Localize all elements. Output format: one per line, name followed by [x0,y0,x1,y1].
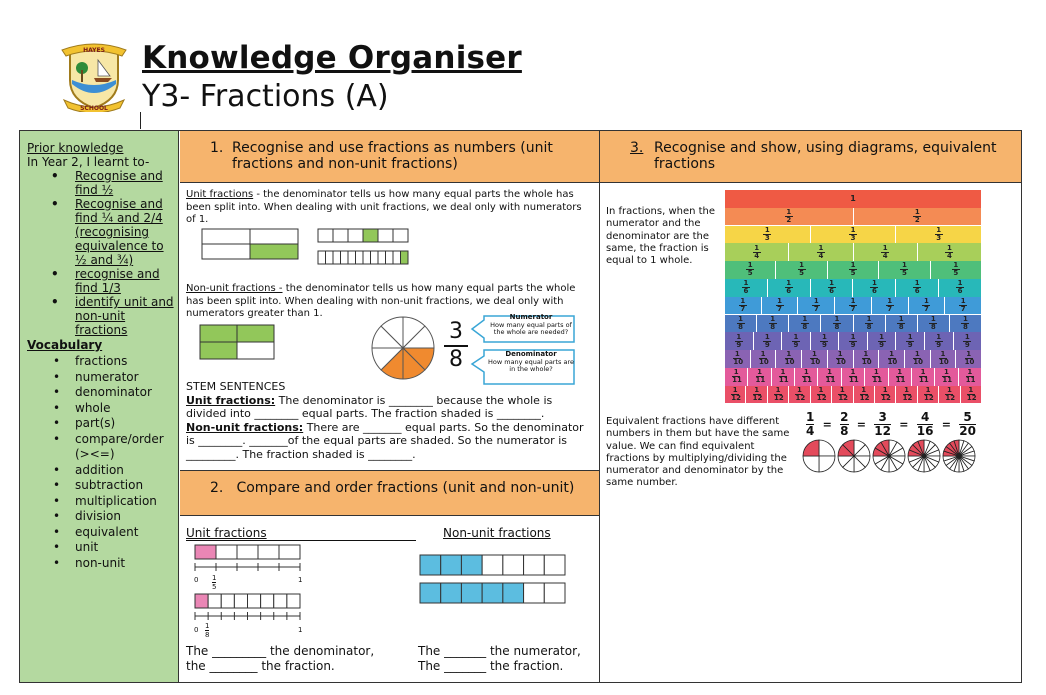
list-item: • fractions [53,354,178,370]
stem-unit: Unit fractions: The denominator is ________ because the whole is divided into ________ equal parts. The fraction shaded is ________. [186,393,553,420]
fraction-wall-cell: 1 8 [950,315,981,333]
fraction-wall-cell: 1 8 [725,315,757,333]
fraction-wall-cell: 1 9 [754,332,783,350]
page-subtitle: Y3- Fractions (A) [142,79,389,114]
list-item: • recognise and find 1/3 [53,267,178,295]
pie-slice [819,440,835,456]
equivalent-pies [802,438,978,474]
unit-stem-sentence: The _________ the denominator, the ________ the fraction. [186,644,375,673]
numerator-callout: Numerator How many equal parts of the whole are needed? [490,313,572,336]
bar-segment [195,545,216,559]
list-item: • multiplication [53,494,178,510]
list-item: • identify unit and non-unit fractions [53,295,178,337]
stem-heading: STEM SENTENCES [186,380,286,393]
fraction-wall-cell: 1 5 [828,261,879,279]
fraction-wall-cell: 1 4 [918,243,981,261]
equivalent-fractions-row [806,411,976,438]
text-cursor [140,112,141,129]
fraction-wall-cell: 1 10 [751,350,777,368]
equivalent-fraction: $\frac{2}{8}$ [840,410,849,438]
fraction-wall-cell: 1 7 [945,297,981,315]
pie-slice [803,456,819,472]
list-item: • denominator [53,385,178,401]
fraction-wall-row [725,279,981,297]
fraction-wall-cell: 1 11 [842,368,865,386]
fraction-wall-cell: 1 8 [886,315,918,333]
bar-segment [420,555,441,575]
bar-segment [348,251,356,264]
fraction-wall-cell: 1 12 [854,386,875,404]
fraction-wall-cell: 1 3 [725,226,811,244]
logo-text-top: HAYES [83,47,105,54]
fraction-wall-cell: 1 5 [776,261,827,279]
list-item: • whole [53,401,178,417]
bar-segment [378,229,393,242]
pie-three-eighths [370,315,440,381]
fraction-wall-cell: 1 12 [789,386,810,404]
list-item: • subtraction [53,478,178,494]
bar-segment [503,555,524,575]
bar-segment [482,555,503,575]
bar-segment [378,251,386,264]
fraction-wall-cell: 1 6 [768,279,811,297]
nl2-zero: 0 [194,626,199,634]
fraction-wall-cell: 1 9 [896,332,925,350]
equivalent-fraction: $\frac{1}{4}$ [806,410,815,438]
bar-segment [208,594,221,608]
fraction-denominator: 8 [444,345,468,373]
nonunit-fraction-diagram [198,323,278,361]
fraction-wall-cell: 1 9 [782,332,811,350]
fraction-wall-cell: 1 11 [772,368,795,386]
denominator-callout: Denominator How many equal parts are in the whole? [488,350,574,373]
section1-header [180,131,599,183]
list-item: • numerator [53,370,178,386]
fraction-wall-cell: 1 8 [918,315,950,333]
fraction-wall-cell: 1 9 [868,332,897,350]
list-item: • Recognise and find ¼ and 2/4 (recognising equivalence to ½ and ¾) [53,197,178,267]
nl1-one: 1 [298,576,303,584]
fraction-wall-cell: 1 7 [798,297,835,315]
bar-segment [524,555,545,575]
fraction-wall-cell: 1 5 [931,261,981,279]
bar-segment [393,251,401,264]
fraction-wall-row [725,261,981,279]
bar-segment [279,545,300,559]
fraction-wall-cell: 1 10 [879,350,905,368]
fraction-wall-cell: 1 [725,190,981,208]
fraction-wall-cell: 1 6 [811,279,854,297]
fraction-wall-cell: 1 9 [925,332,954,350]
bar-segment [356,251,364,264]
vocabulary-list [27,354,178,571]
bar-segment [237,545,258,559]
fraction-wall-cell: 1 7 [835,297,872,315]
fraction-wall-cell: 1 11 [935,368,958,386]
fraction-wall-row [725,243,981,261]
fraction-wall-cell: 1 10 [854,350,880,368]
fraction-wall-cell: 1 7 [909,297,946,315]
fraction-wall-cell: 1 6 [896,279,939,297]
section1-title: Recognise and use fractions as numbers (unit fractions and non-unit fractions) [232,140,553,172]
stem-nonunit: Non-unit fractions: There are _______ equal parts. So the denominator is ________. _______of the equal parts are shaded. So the numerator is _________. The fraction shaded is ________. [186,420,584,461]
fraction-wall-cell: 1 12 [918,386,939,404]
bar-segment [461,583,482,603]
fraction-wall-cell: 1 11 [748,368,771,386]
bar-segment [195,594,208,608]
section3-number: 3. [630,140,644,156]
prior-knowledge-intro: In Year 2, I learnt to- [27,155,150,169]
fraction-wall-cell: 1 11 [912,368,935,386]
fraction-wall-cell: 1 11 [818,368,841,386]
unit-fractions-definition: Unit fractions - the denominator tells us how many equal parts the whole has been split into. When dealing with unit fractions, we deal only with numerators of 1. [186,189,582,225]
fraction-wall-cell: 1 12 [746,386,767,404]
fraction-wall-row [725,190,981,208]
school-logo [60,40,128,112]
fraction-wall-cell: 1 12 [896,386,917,404]
fraction-wall-cell: 1 4 [854,243,918,261]
list-item: • non-unit [53,556,178,572]
fraction-wall-cell: 1 5 [725,261,776,279]
fraction-wall-cell: 1 12 [768,386,789,404]
fraction-wall-cell: 1 12 [725,386,746,404]
fraction-wall-cell: 1 5 [879,261,930,279]
bar-segment [274,594,287,608]
equivalent-fraction: $\frac{4}{16}$ [916,410,934,438]
list-item: • part(s) [53,416,178,432]
equivalent-fraction: $\frac{3}{12}$ [874,410,891,438]
fraction-wall-cell: 1 10 [956,350,981,368]
unit-fractions-heading: Unit fractions [186,526,267,540]
fraction-wall-row [725,332,981,350]
nl2-fraction: 1 8 [205,622,210,639]
list-item: • equivalent [53,525,178,541]
pie-slice [819,456,835,472]
fraction-wall-cell: 1 10 [828,350,854,368]
fraction-wall-cell: 1 6 [725,279,768,297]
fraction-wall-cell: 1 7 [872,297,909,315]
fraction-wall-cell: 1 12 [939,386,960,404]
nonunit-fractions-heading: Non-unit fractions [443,526,551,540]
bar-segment [482,583,503,603]
nl1-zero: 0 [194,576,199,584]
fraction-wall-cell: 1 7 [762,297,799,315]
bar-segment [461,555,482,575]
fraction-wall-cell: 1 8 [789,315,821,333]
bar-segment [248,594,261,608]
fraction-wall-cell: 1 6 [939,279,981,297]
fraction-wall-cell: 1 12 [875,386,896,404]
nl1-fraction: 1 5 [212,574,217,591]
section2-title: Compare and order fractions (unit and non-unit) [236,480,575,496]
fraction-wall-cell: 1 10 [725,350,751,368]
bar-segment [503,583,524,603]
fraction-wall-cell: 1 8 [757,315,789,333]
stem-sentences [186,380,594,461]
fraction-wall-cell: 1 4 [789,243,853,261]
pie-slice [803,440,819,456]
bar-segment [216,545,237,559]
fraction-wall-cell: 1 9 [839,332,868,350]
logo-text-bottom: SCHOOL [80,105,108,112]
bar-segment [544,583,565,603]
bar-segment [318,251,326,264]
equals-sign: = [941,418,951,431]
fraction-wall-cell: 1 8 [854,315,886,333]
bar-segment [524,583,545,603]
fraction-wall-cell: 1 11 [795,368,818,386]
equals-sign: = [899,418,909,431]
bar-segment [258,545,279,559]
bar-segment [318,229,333,242]
vocabulary-heading: Vocabulary [27,338,103,352]
fraction-wall-cell: 1 12 [832,386,853,404]
fraction-wall-row [725,315,981,333]
bar-segment [544,555,565,575]
fraction-wall-cell: 1 10 [905,350,931,368]
bar-segment [441,555,462,575]
nonunit-fractions-definition: Non-unit fractions - the denominator tells us how many equal parts the whole has been split into. When dealing with non-unit fractions, we deal only with numerators greater than 1. [186,283,576,319]
equals-sign: = [856,418,866,431]
nonunit-stem-sentence: The _______ the numerator, The _______ the fraction. [418,644,581,673]
equals-sign: = [822,418,832,431]
fraction-wall-cell: 1 10 [931,350,957,368]
column-divider [599,131,600,682]
section3-title: Recognise and show, using diagrams, equivalent fractions [654,140,997,172]
fraction-wall-cell: 1 10 [776,350,802,368]
bar-segment [341,251,349,264]
section3-header [600,131,1021,183]
bar-segment [261,594,274,608]
bar-segment [348,229,363,242]
section3-whole-text: In fractions, when the numerator and the denominator are the same, the fraction is equal to 1 whole. [606,206,716,267]
fraction-wall-cell: 1 12 [961,386,981,404]
bar-segment [287,594,300,608]
fraction-wall-row [725,368,981,386]
bar-segment [386,251,394,264]
fraction-wall-row [725,350,981,368]
section2-number: 2. [210,480,224,496]
bar-segment [393,229,408,242]
bar-segment [363,229,378,242]
nl2-one: 1 [298,626,303,634]
fraction-wall-row [725,297,981,315]
list-item: • division [53,509,178,525]
section1-number: 1. [210,140,224,156]
fraction-wall-cell: 1 2 [854,208,982,226]
fraction-wall-cell: 1 10 [802,350,828,368]
list-item: • Recognise and find ½ [53,169,178,197]
fraction-wall-row [725,386,981,404]
fraction-wall-cell: 1 11 [959,368,981,386]
prior-knowledge-heading: Prior knowledge [27,141,124,155]
bar-segment [333,251,341,264]
page-title: Knowledge Organiser [142,40,522,76]
fraction-wall-cell: 1 7 [725,297,762,315]
fraction-wall-cell: 1 8 [821,315,853,333]
fraction-wall-cell: 1 2 [725,208,854,226]
fraction-wall-row [725,226,981,244]
bar-segment [326,251,334,264]
fraction-wall-cell: 1 11 [889,368,912,386]
fraction-wall-cell: 1 6 [853,279,896,297]
fraction-wall-cell: 1 3 [811,226,897,244]
bar-segment [371,251,379,264]
fraction-wall-cell: 1 12 [811,386,832,404]
fraction-wall-cell: 1 9 [954,332,982,350]
left-column [20,131,179,682]
fraction-wall-cell: 1 4 [725,243,789,261]
fraction-wall-cell: 1 9 [725,332,754,350]
fraction-wall-cell: 1 11 [725,368,748,386]
bar-segment [363,251,371,264]
bar-segment [401,251,409,264]
heading-rule [186,540,416,541]
list-item: • unit [53,540,178,556]
fraction-wall-cell: 1 9 [811,332,840,350]
prior-knowledge-list [27,169,178,337]
fraction-wall-row [725,208,981,226]
bar-segment [234,594,247,608]
fraction-three-eighths [444,319,468,373]
fraction-wall-cell: 1 11 [865,368,888,386]
fraction-numerator: 3 [449,319,463,344]
section3-equivalent-text: Equivalent fractions have different numbers in them but have the same value. We can find equivalent fractions by multiplying/dividing the numerator and denominator by the same number. [606,416,790,489]
bar-segment [221,594,234,608]
bar-segment [333,229,348,242]
bar-segment [420,583,441,603]
equivalent-fraction: $\frac{5}{20}$ [959,410,976,438]
section2-header [180,470,599,516]
bar-segment [441,583,462,603]
list-item: • addition [53,463,178,479]
fraction-wall-cell: 1 3 [896,226,981,244]
list-item: • compare/order (><=) [53,432,178,463]
nonunit-bars [418,553,568,607]
unit-fraction-diagrams [200,226,414,266]
